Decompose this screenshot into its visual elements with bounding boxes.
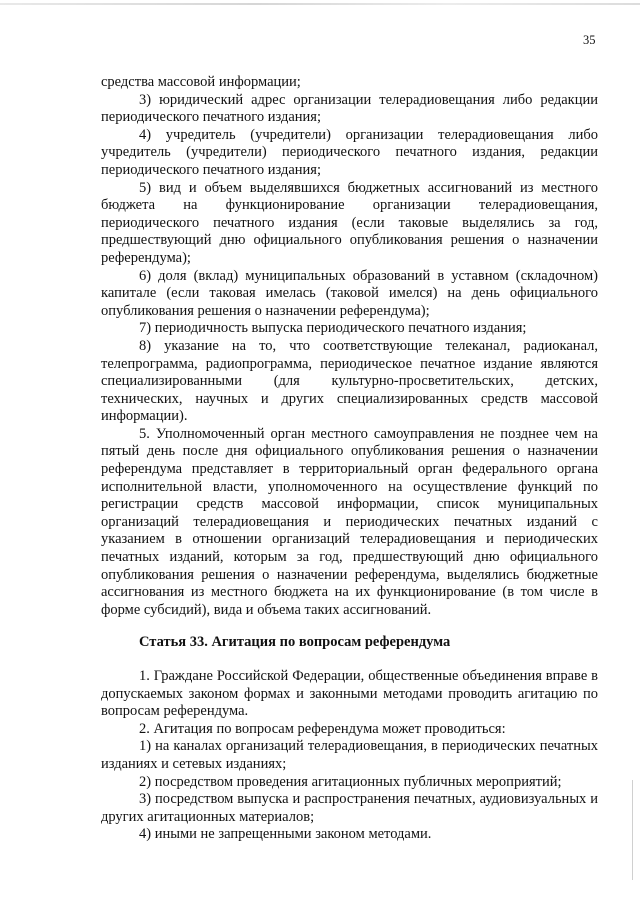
paragraph: 7) периодичность выпуска периодического печатного издания; [139,320,527,337]
paragraph: 3) посредством выпуска и распространения печатных, аудиовизуальных и других агитационных материалов; [101,791,598,825]
paragraph: 8) указание на то, что соответствующие телеканал, радиоканал, телепрограмма, радиопрограмма, периодическое печатное издание являются специализированными (для культурно-просветительских, детских, технических, научных и других специализированных средств массовой информации). [101,337,598,425]
paragraph: 3) юридический адрес организации телерадиовещания либо редакции периодического печатного издания; [101,91,598,126]
article-title: Статья 33. Агитация по вопросам референдума [139,634,451,651]
page-number: 35 [583,33,596,47]
paragraphs-top [101,74,598,619]
paragraph: средства массовой информации; [101,74,301,90]
paragraph: 1) на каналах организаций телерадиовещания, в периодических печатных изданиях и сетевых изданиях; [101,738,598,772]
scan-edge-top [0,3,640,5]
document-body [101,74,598,844]
paragraph: 5) вид и объем выделявшихся бюджетных ассигнований из местного бюджета на функционирование организации телерадиовещания, периодического печатного издания (если таковые выделялись за год, предшествующий дню официального опубликования решения о назначении референдума); [101,179,598,266]
scan-edge-right [632,780,633,880]
paragraph: 2. Агитация по вопросам референдума может проводиться: [139,720,506,737]
paragraph: 4) иными не запрещенными законом методами. [139,826,432,843]
paragraph: 6) доля (вклад) муниципальных образований в уставном (складочном) капитале (если таковая имелась (таковой имелся) на день официального опубликования решения о назначении референдума); [101,267,598,319]
paragraph: 2) посредством проведения агитационных публичных мероприятий; [139,773,562,790]
paragraph: 5. Уполномоченный орган местного самоуправления не позднее чем на пятый день после дня официального опубликования решения о назначении референдума представляет в территориальный орган федерального органа исполнительной власти, уполномоченного на осуществление функций по регистрации средств массовой информации, список муниципальных организаций телерадиовещания и периодических печатных изданий с указанием в отношении организаций телерадиовещания и периодических печатных изданий, которым за год, предшествующий дню официального опубликования решения о назначении референдума, выделялись бюджетные ассигнования из местного бюджета на их функционирование (в том числе в форме субсидий), вида и объема таких ассигнований. [101,425,598,618]
paragraphs-bottom [101,668,598,844]
paragraph: 1. Граждане Российской Федерации, общественные объединения вправе в допускаемых законом формах и законными методами проводить агитацию по вопросам референдума. [101,668,598,720]
paragraph: 4) учредитель (учредители) организации телерадиовещания либо учредитель (учредители) периодического печатного издания, редакции периодического печатного издания; [101,126,598,178]
